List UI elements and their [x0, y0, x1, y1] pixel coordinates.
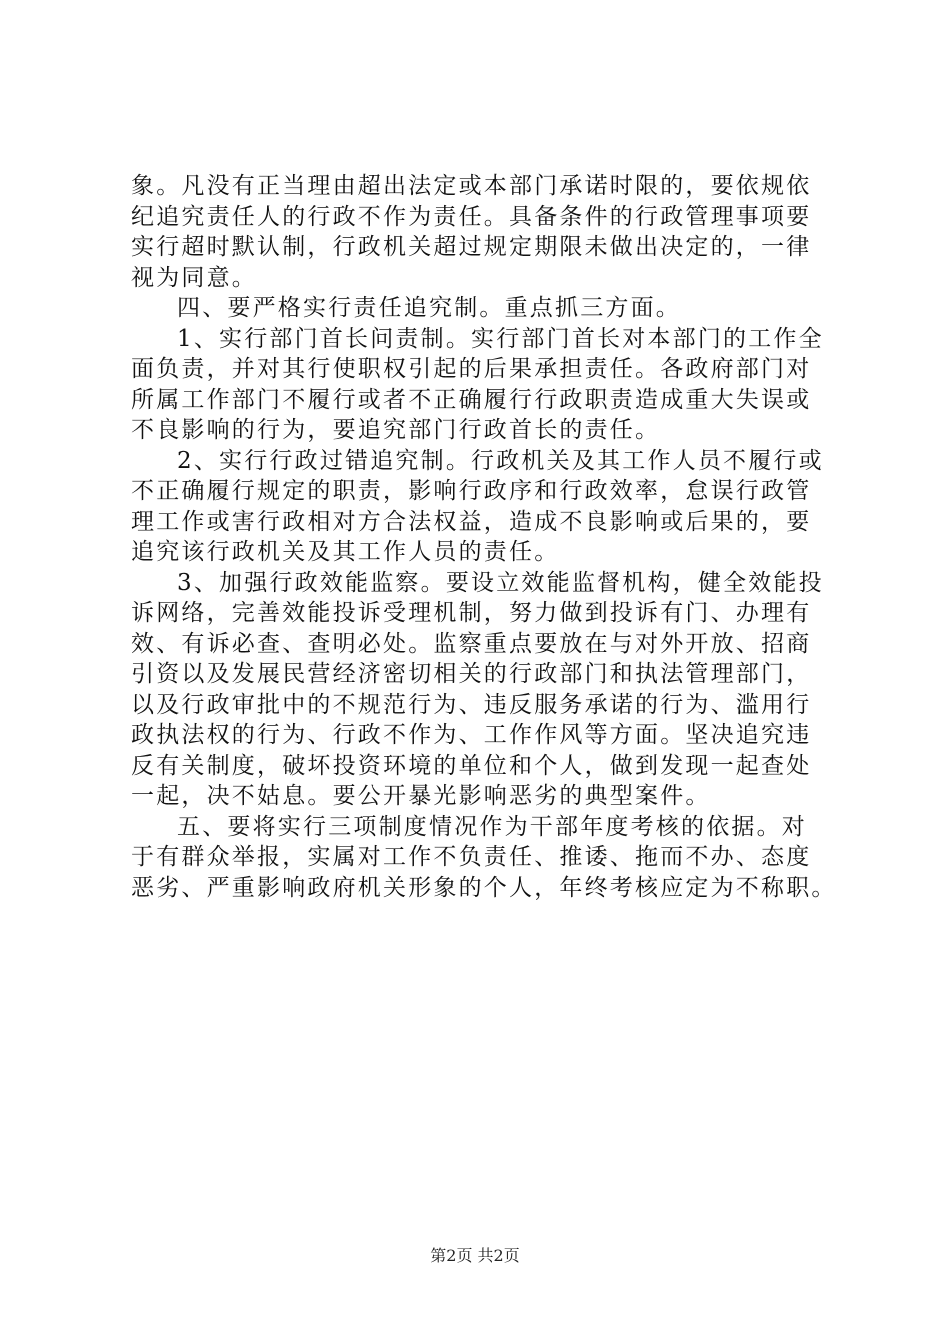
text-line: 理工作或害行政相对方合法权益，造成不良影响或后果的，要	[131, 508, 812, 535]
text-line: 一起，决不姑息。要公开暴光影响恶劣的典型案件。	[131, 783, 711, 809]
text-line: 不良影响的行为，要追究部门行政首长的责任。	[131, 417, 661, 443]
text-line: 以及行政审批中的不规范行为、违反服务承诺的行为、滥用行	[131, 691, 812, 718]
text-line: 恶劣、严重影响政府机关形象的个人，年终考核应定为不称职。	[131, 874, 837, 901]
text-line: 不正确履行规定的职责，影响行政序和行政效率，怠误行政管	[131, 478, 812, 504]
text-line: 于有群众举报，实属对工作不负责任、推诿、拖而不办、态度	[131, 844, 812, 870]
body-text	[131, 171, 837, 903]
text-line: 效、有诉必查、查明必处。监察重点要放在与对外开放、招商	[131, 630, 812, 657]
text-line: 反有关制度，破坏投资环境的单位和个人，做到发现一起查处	[131, 752, 812, 779]
text-line: 所属工作部门不履行或者不正确履行行政职责造成重大失误或	[131, 386, 812, 413]
text-line: 诉网络，完善效能投诉受理机制，努力做到投诉有门、办理有	[131, 600, 812, 626]
section-heading-5: 五、要将实行三项制度情况作为干部年度考核的依据。对	[177, 813, 807, 840]
text-line: 视为同意。	[131, 264, 257, 291]
text-line: 政执法权的行为、行政不作为、工作作风等方面。坚决追究违	[131, 722, 812, 748]
section-heading-4: 四、要严格实行责任追究制。重点抓三方面。	[177, 295, 681, 321]
item-1-first-line: 1、实行部门首长问责制。实行部门首长对本部门的工作全	[177, 325, 824, 352]
page-footer: 第2页 共2页	[430, 1246, 520, 1265]
item-3-first-line: 3、加强行政效能监察。要设立效能监督机构，健全效能投	[177, 569, 824, 596]
text-line: 面负责，并对其行使职权引起的后果承担责任。各政府部门对	[131, 356, 812, 382]
text-line: 追究该行政机关及其工作人员的责任。	[131, 539, 560, 565]
text-line: 实行超时默认制，行政机关超过规定期限未做出决定的，一律	[131, 234, 812, 260]
item-2-first-line: 2、实行行政过错追究制。行政机关及其工作人员不履行或	[177, 447, 824, 474]
text-line: 纪追究责任人的行政不作为责任。具备条件的行政管理事项要	[131, 203, 812, 230]
text-line: 象。凡没有正当理由超出法定或本部门承诺时限的，要依规依	[131, 173, 812, 199]
text-line: 引资以及发展民营经济密切相关的行政部门和执法管理部门，	[131, 661, 812, 687]
